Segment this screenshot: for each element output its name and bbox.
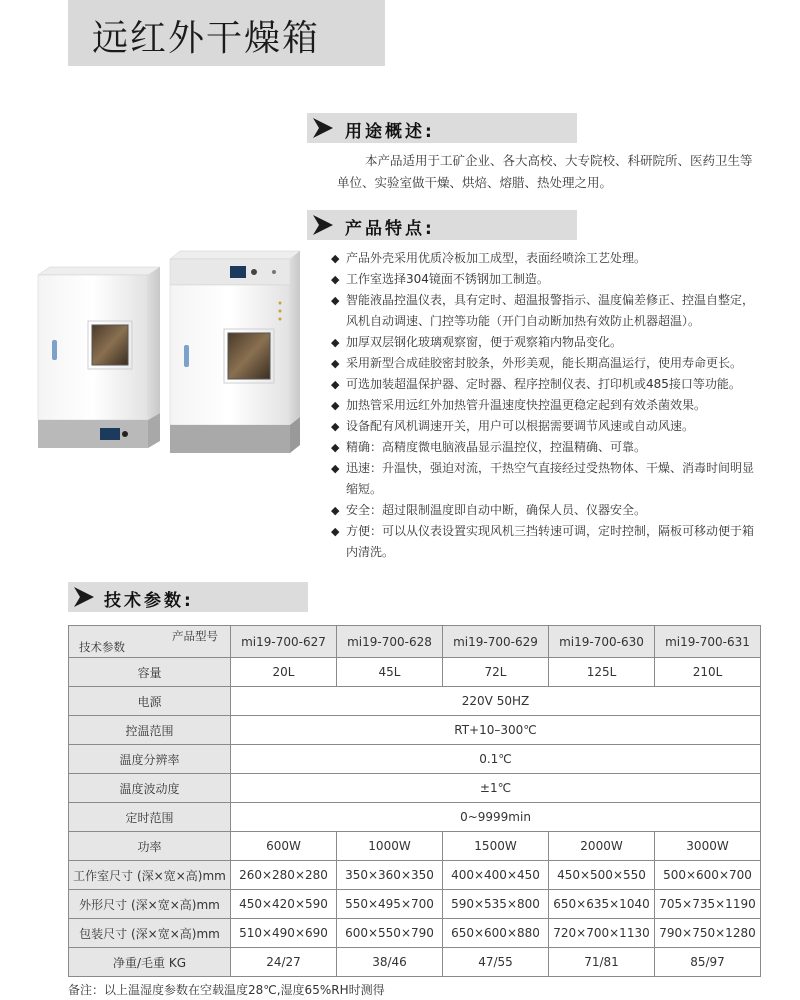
feature-item [331, 458, 763, 500]
table-cell: 500×600×700 [655, 861, 761, 890]
diamond-bullet-icon: ◆ [331, 420, 340, 433]
table-cell: 24/27 [231, 948, 337, 977]
table-cell: 790×750×1280 [655, 919, 761, 948]
row-label: 控温范围 [69, 716, 231, 745]
table-cell: 3000W [655, 832, 761, 861]
table-row [69, 919, 761, 948]
table-cell: 220V 50HZ [231, 687, 761, 716]
table-cell: 71/81 [549, 948, 655, 977]
table-cell: 590×535×800 [443, 890, 549, 919]
feature-item [331, 521, 763, 563]
feature-item [331, 374, 763, 395]
model-header: mi19-700-630 [549, 626, 655, 658]
table-cell: 0.1℃ [231, 745, 761, 774]
feature-item [331, 500, 763, 521]
row-label: 电源 [69, 687, 231, 716]
row-label: 工作室尺寸 (深×宽×高)mm [69, 861, 231, 890]
feature-text: 迅速：升温快，强迫对流，干热空气直接经过受热物体、干燥、消毒时间明显缩短。 [346, 461, 755, 496]
table-cell: ±1℃ [231, 774, 761, 803]
table-cell: 720×700×1130 [549, 919, 655, 948]
feature-text: 工作室选择304镜面不锈钢加工制造。 [346, 272, 549, 286]
table-cell: 260×280×280 [231, 861, 337, 890]
diamond-bullet-icon: ◆ [331, 357, 340, 370]
corner-model-label: 产品型号 [172, 629, 218, 643]
feature-list [331, 248, 763, 563]
table-cell: 72L [443, 658, 549, 687]
feature-text: 可选加装超温保护器、定时器、程序控制仪表、打印机或485接口等功能。 [346, 377, 741, 391]
feature-text: 精确：高精度微电脑液晶显示温控仪，控温精确、可靠。 [346, 440, 647, 454]
product-image [30, 245, 320, 465]
feature-text: 采用新型合成硅胶密封胶条，外形美观，能长期高温运行，使用寿命更长。 [346, 356, 743, 370]
diamond-bullet-icon: ◆ [331, 504, 340, 517]
row-label: 温度分辨率 [69, 745, 231, 774]
table-cell: 510×490×690 [231, 919, 337, 948]
diamond-bullet-icon: ◆ [331, 252, 340, 265]
row-label: 包装尺寸 (深×宽×高)mm [69, 919, 231, 948]
table-cell: 600×550×790 [337, 919, 443, 948]
table-cell: 705×735×1190 [655, 890, 761, 919]
feature-item [331, 437, 763, 458]
table-cell: 550×495×700 [337, 890, 443, 919]
table-cell: 450×420×590 [231, 890, 337, 919]
section-title-features: 产品特点: [345, 219, 435, 239]
table-cell: 125L [549, 658, 655, 687]
diamond-bullet-icon: ◆ [331, 525, 340, 538]
table-cell: 650×635×1040 [549, 890, 655, 919]
feature-item [331, 290, 763, 332]
row-label: 容量 [69, 658, 231, 687]
table-cell: 45L [337, 658, 443, 687]
table-cell: 0~9999min [231, 803, 761, 832]
footnote: 备注：以上温湿度参数在空载温度28℃,湿度65%RH时测得 [68, 983, 385, 997]
table-cell: 1500W [443, 832, 549, 861]
diamond-bullet-icon: ◆ [331, 441, 340, 454]
table-row [69, 803, 761, 832]
row-label: 定时范围 [69, 803, 231, 832]
title-bar [68, 0, 385, 66]
diamond-bullet-icon: ◆ [331, 273, 340, 286]
diamond-bullet-icon: ◆ [331, 336, 340, 349]
model-header: mi19-700-631 [655, 626, 761, 658]
feature-item [331, 353, 763, 374]
table-cell: 20L [231, 658, 337, 687]
table-cell: 400×400×450 [443, 861, 549, 890]
row-label: 外形尺寸 (深×宽×高)mm [69, 890, 231, 919]
table-row [69, 687, 761, 716]
small-oven-graphic [38, 267, 160, 448]
table-row [69, 861, 761, 890]
table-cell: 650×600×880 [443, 919, 549, 948]
feature-text: 加厚双层钢化玻璃观察窗，便于观察箱内物品变化。 [346, 335, 623, 349]
table-cell: 1000W [337, 832, 443, 861]
arrow-right-icon [72, 585, 96, 609]
table-row [69, 716, 761, 745]
large-oven-graphic [170, 251, 300, 453]
table-row [69, 832, 761, 861]
feature-text: 智能液晶控温仪表，具有定时、超温报警指示、温度偏差修正、控温自整定，风机自动调速、门控等功能（开门自动断加热有效防止机器超温）。 [346, 293, 755, 328]
table-cell: 47/55 [443, 948, 549, 977]
model-header: mi19-700-627 [231, 626, 337, 658]
feature-text: 设备配有风机调速开关，用户可以根据需要调节风速或自动风速。 [346, 419, 695, 433]
feature-item [331, 395, 763, 416]
spec-table [68, 625, 761, 977]
feature-text: 产品外壳采用优质冷板加工成型，表面经喷涂工艺处理。 [346, 251, 647, 265]
feature-item [331, 269, 763, 290]
table-cell: 38/46 [337, 948, 443, 977]
diamond-bullet-icon: ◆ [331, 462, 340, 475]
corner-param-label: 技术参数 [79, 640, 125, 654]
table-cell: 85/97 [655, 948, 761, 977]
feature-text: 加热管采用远红外加热管升温速度快控温更稳定起到有效杀菌效果。 [346, 398, 707, 412]
table-cell: 350×360×350 [337, 861, 443, 890]
section-header-usage [307, 113, 577, 143]
row-label: 功率 [69, 832, 231, 861]
section-title-specs: 技术参数: [104, 591, 194, 611]
row-label: 温度波动度 [69, 774, 231, 803]
table-corner-cell [69, 626, 231, 658]
table-cell: 2000W [549, 832, 655, 861]
table-row [69, 658, 761, 687]
model-header: mi19-700-628 [337, 626, 443, 658]
feature-item [331, 332, 763, 353]
table-header-row [69, 626, 761, 658]
feature-text: 安全：超过限制温度即自动中断，确保人员、仪器安全。 [346, 503, 647, 517]
table-row [69, 774, 761, 803]
feature-item [331, 416, 763, 437]
feature-item [331, 248, 763, 269]
diamond-bullet-icon: ◆ [331, 378, 340, 391]
intro-paragraph: 本产品适用于工矿企业、各大高校、大专院校、科研院所、医药卫生等单位、实验室做干燥、烘焙、熔腊、热处理之用。 [337, 153, 753, 190]
table-row [69, 948, 761, 977]
table-row [69, 745, 761, 774]
table-cell: RT+10–300℃ [231, 716, 761, 745]
table-cell: 450×500×550 [549, 861, 655, 890]
table-cell: 210L [655, 658, 761, 687]
row-label: 净重/毛重 KG [69, 948, 231, 977]
table-cell: 600W [231, 832, 337, 861]
model-header: mi19-700-629 [443, 626, 549, 658]
arrow-right-icon [311, 116, 335, 140]
feature-text: 方便：可以从仪表设置实现风机三挡转速可调，定时控制，隔板可移动便于箱内清洗。 [346, 524, 755, 559]
diamond-bullet-icon: ◆ [331, 399, 340, 412]
diamond-bullet-icon: ◆ [331, 294, 340, 307]
section-title-usage: 用途概述: [345, 122, 435, 142]
section-header-features [307, 210, 577, 240]
arrow-right-icon [311, 213, 335, 237]
section-header-specs [68, 582, 308, 612]
table-row [69, 890, 761, 919]
page-title: 远红外干燥箱 [92, 18, 321, 59]
